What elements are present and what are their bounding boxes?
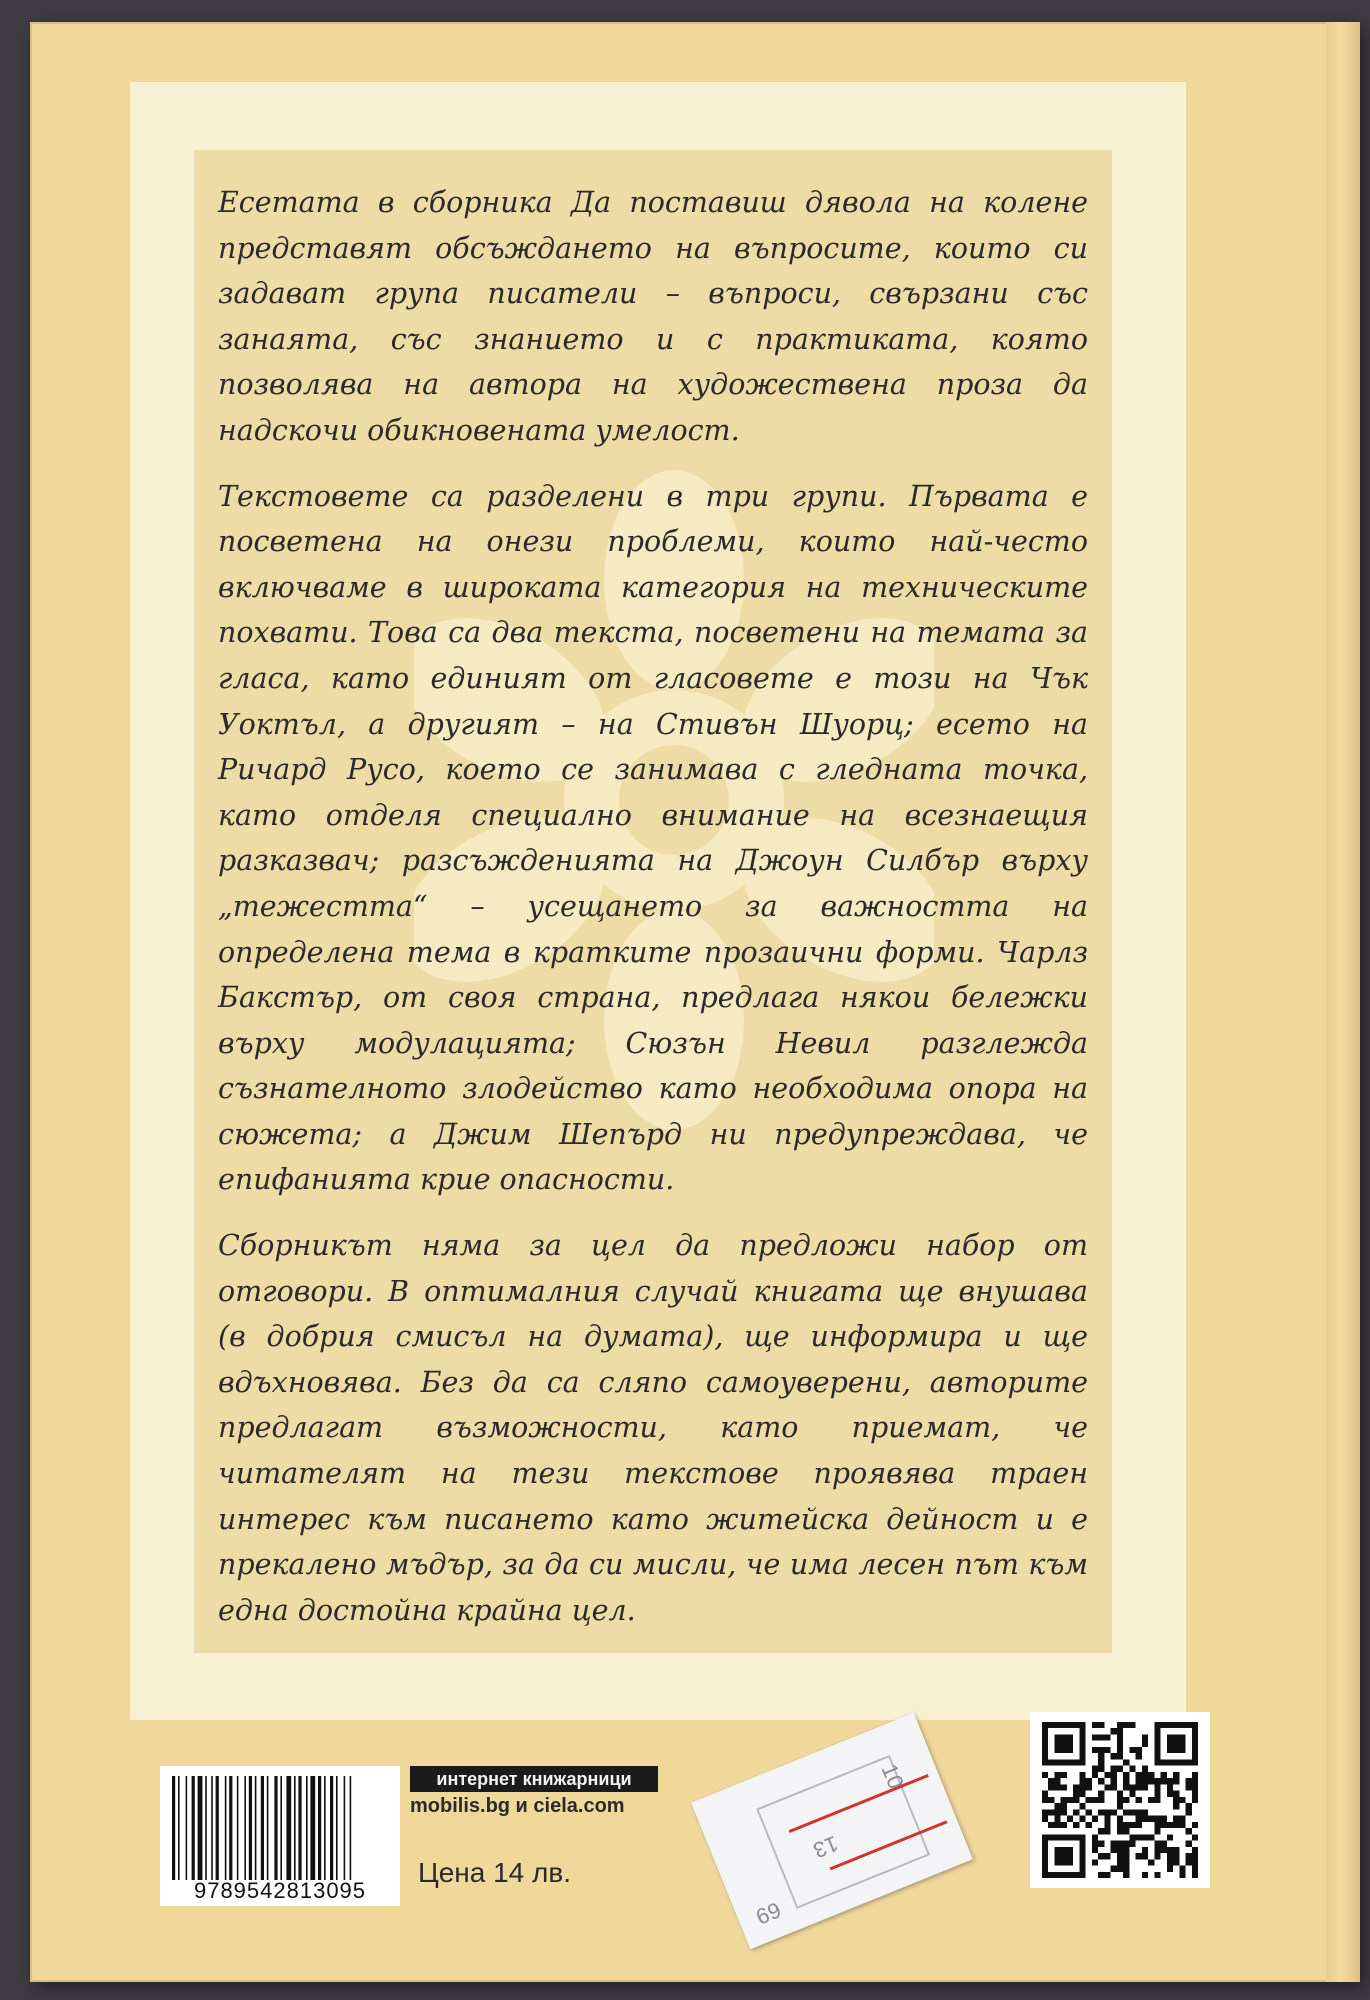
online-shops-urls: mobilis.bg и ciela.com <box>410 1795 625 1817</box>
page-edge <box>1326 22 1360 1982</box>
sticker-code: 13 <box>809 1830 842 1864</box>
isbn-number: 9789542813095 <box>193 1878 367 1903</box>
blurb-panel <box>194 150 1112 1653</box>
paragraph-1-intro: Есетата в сборника <box>218 186 571 219</box>
online-shops-label: интернет книжарници <box>410 1766 658 1792</box>
blurb-paragraph-2: Текстовете са разделени в три групи. Първата е посветена на онези проблеми, които най-често включваме в широката категория на техническите похвати. Това са два текста, посветени на темата за гласа, като единият от гласовете е този на Чък Уоктъл, а другият – на Стивън Шуорц; есето на Ричард Русо, което се занимава с гледната точка, като отделя специално внимание на всезнаещия разказвач; разсъжденията на Джоун Силбър върху „тежестта“ – усещането за важността на определена тема в кратките прозаични форми. Чарлз Бакстър, от своя страна, предлага някои бележки върху модулацията; Сюзън Невил разглежда съзнателното злодейство като необходима опора на сюжета; а Джим Шепърд ни предупреждава, че епифанията крие опасности. <box>218 479 1088 1197</box>
sticker-code: 10 <box>876 1760 909 1793</box>
sticker-code: 69 <box>752 1897 785 1930</box>
qr-code-icon <box>1040 1722 1200 1878</box>
blurb-text <box>218 180 1088 1653</box>
price-label: Цена 14 лв. <box>418 1857 572 1888</box>
book-title: Да поставиш дявола на колене <box>570 186 1088 219</box>
barcode-icon <box>172 1776 388 1880</box>
isbn-barcode <box>160 1766 400 1906</box>
qr-code <box>1030 1712 1210 1888</box>
blurb-paragraph-1 <box>218 180 1088 454</box>
blurb-paragraph-3: Сборникът няма за цел да предложи набор от отговори. В оптималния случай книгата ще внушава (в добрия смисъл на думата), ще информира и ще вдъхновява. Без да са сляпо самоуверени, авторите предлагат възможности, като приемат, че читателят на тези текстове проявява траен интерес към писането като житейска дейност и е прекалено мъдър, за да си мисли, че има лесен път към една достойна крайна цел. <box>218 1229 1088 1627</box>
paragraph-1-rest: представят обсъждането на въпросите, които си задават група писатели – въпроси, свързани със занаята, със знанието и с практиката, която позволява на автора на художествена проза да надскочи обикновената умелост. <box>218 231 1088 447</box>
